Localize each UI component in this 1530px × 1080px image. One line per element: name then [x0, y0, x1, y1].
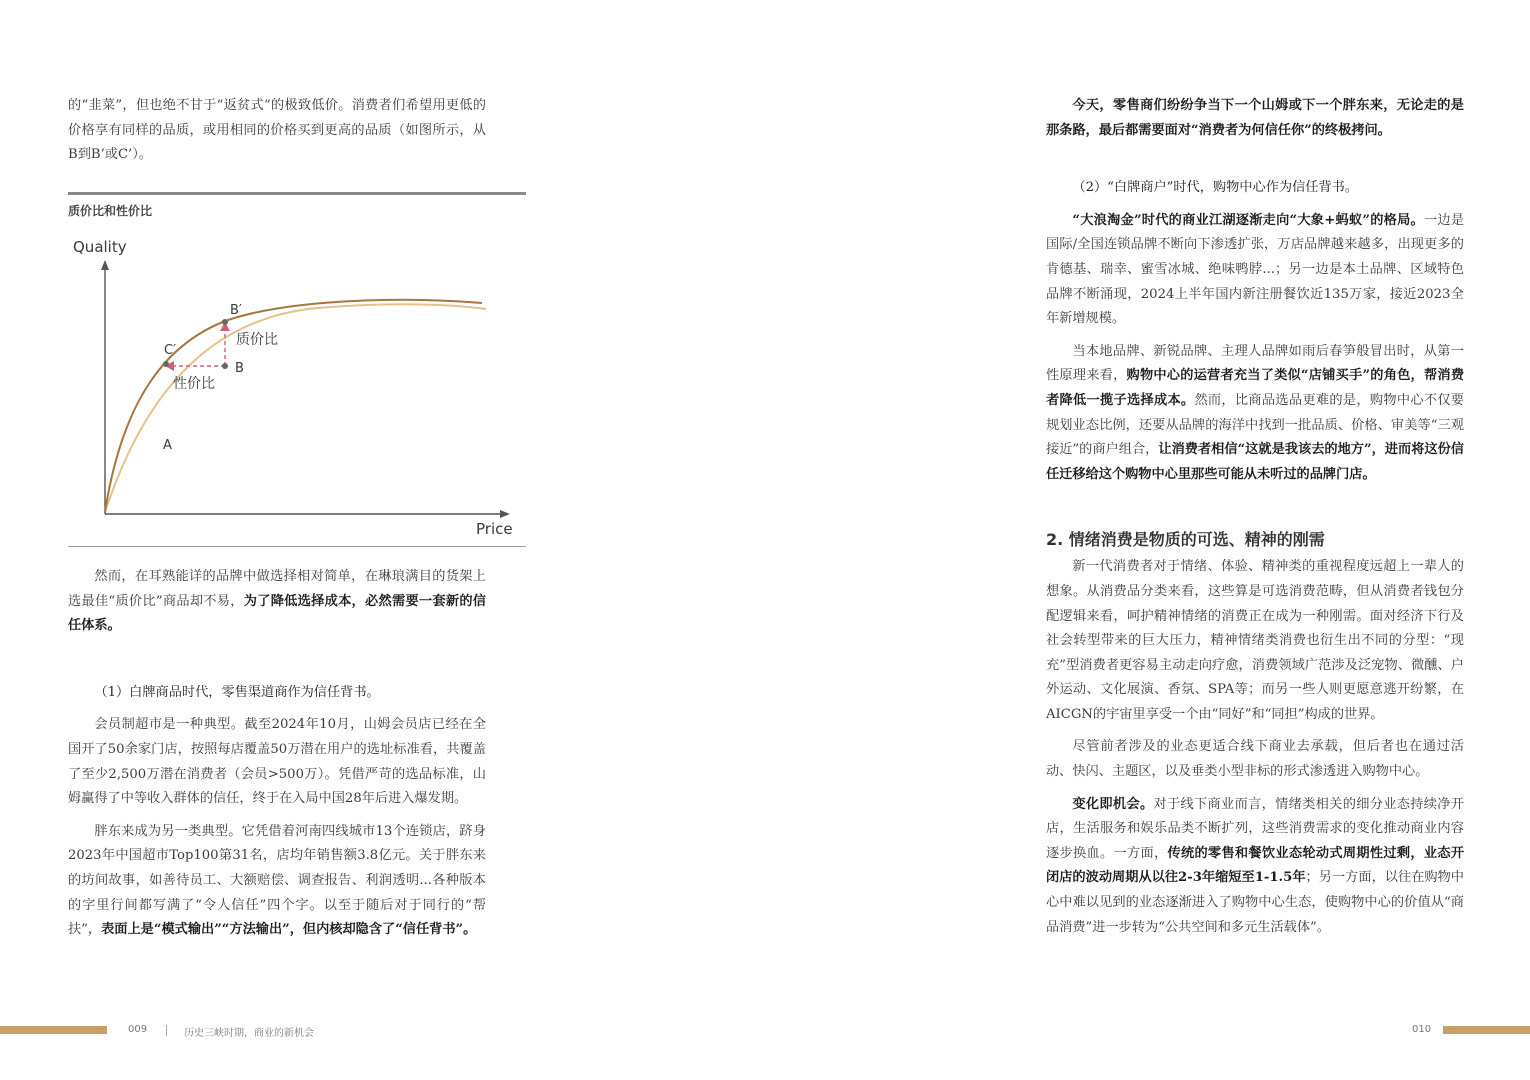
right-p3-bold-2: 让消费者相信“这就是我该去的地方”，进而将这份信任迁移给这个购物中心里那些可能从未听过的品牌门店。 — [1046, 442, 1464, 482]
lower-curve — [105, 304, 486, 512]
left-paragraph-3: 会员制超市是一种典型。截至2024年10月，山姆会员店已经在全国开了50余家门店，按照每店覆盖50万潜在用户的选址标准看，共覆盖了至少2,500万潜在消费者（会员>500万）。凭借严苛的选品标准，山姆赢得了中等收入群体的信任，终于在入局中国28年后进入爆发期。 — [68, 717, 486, 807]
figure-chart — [68, 192, 526, 548]
label-c-prime: C′ — [164, 343, 177, 358]
left-page-number: 009 — [128, 1024, 148, 1035]
figure-title: 质价比和性价比 — [68, 204, 153, 218]
section-title: 2. 情绪消费是物质的可选、精神的刚需 — [1046, 530, 1325, 550]
label-b-prime: B′ — [230, 303, 242, 318]
left-p2-text: 然而，在耳熟能详的品牌中做选择相对简单，在琳琅满目的货架上选最佳“质价比”商品却不易， — [68, 569, 486, 609]
right-page-number: 010 — [1412, 1024, 1432, 1035]
footer-separator — [166, 1025, 167, 1036]
right-paragraph-2 — [1046, 209, 1464, 332]
left-subheading-1: （1）白牌商品时代，零售渠道商作为信任背书。 — [94, 684, 380, 700]
left-paragraph-2 — [68, 565, 486, 639]
right-p3-text-b: 然而，比商品选品更难的是，购物中心不仅要规划业态比例，还要从品牌的海洋中找到一批品质、价格、审美等“三观接近”的商户组合， — [1046, 392, 1465, 458]
left-p2-bold: 为了降低选择成本，必然需要一套新的信任体系。 — [68, 593, 486, 634]
point-b — [222, 363, 228, 369]
right-paragraph-5: 尽管前者涉及的业态更适合线下商业去承载，但后者也在通过活动、快闪、主题区，以及垂类小型非标的形式渗透进入购物中心。 — [1046, 739, 1464, 780]
left-column-bottom — [68, 565, 486, 943]
right-p6-text-b: ；另一方面，以往在购物中心中难以见到的业态逐渐进入了购物中心生态，使购物中心的价值从“商品消费”进一步转为“公共空间和多元生活载体”。 — [1046, 870, 1464, 935]
annotation-value-price: 性价比 — [173, 376, 215, 392]
right-p1-bold: 今天，零售商们纷纷争当下一个山姆或下一个胖东来，无论走的是那条路，最后都需要面对“消费者为何信任你”的终极拷问。 — [1046, 98, 1464, 138]
annotation-quality-price: 质价比 — [236, 332, 278, 348]
right-p6-bold-1: 变化即机会。 — [1072, 796, 1154, 812]
right-paragraph-6 — [1046, 793, 1464, 941]
right-column — [1046, 94, 1464, 940]
point-b-prime — [222, 319, 228, 325]
left-p4-bold: 表面上是“模式输出”“方法输出”，但内核却隐含了“信任背书”。 — [101, 922, 477, 938]
right-p2-text: 一边是国际/全国连锁品牌不断向下渗透扩张，万店品牌越来越多，出现更多的肯德基、瑞幸、蜜雪冰城、绝味鸭脖...；另一边是本土品牌、区域特色品牌不断涌现，2024上半年国内新注册餐饮近135万家，接近2023全年新增规模。 — [1046, 212, 1465, 327]
left-column-top — [68, 94, 486, 168]
right-subheading-2: （2）“白牌商户”时代，购物中心作为信任背书。 — [1072, 180, 1359, 196]
figure-bottom-rule — [68, 546, 526, 547]
right-paragraph-3 — [1046, 340, 1464, 488]
right-p3-bold-1: 购物中心的运营者充当了类似“店铺买手”的角色，帮消费者降低一揽子选择成本。 — [1046, 368, 1465, 408]
right-p3-text-a: 当本地品牌、新锐品牌、主理人品牌如雨后春笋般冒出时，从第一性原理来看， — [1046, 343, 1464, 384]
left-paragraph-4 — [68, 820, 486, 943]
right-paragraph-4: 新一代消费者对于情绪、体验、精神类的重视程度远超上一辈人的想象。从消费品分类来看，这些算是可选消费范畴，但从消费者钱包分配逻辑来看，呵护精神情绪的消费正在成为一种刚需。面对经济下行及社会转型带来的巨大压力，精神情绪类消费也衍生出不同的分型：“现充”型消费者更容易主动走向疗愈，消费领域广范涉及泛宠物、微醺、户外运动、文化展演、香氛、SPA等；而另一些人则更愿意逃开纷繁，在AICGN的宇宙里享受一个由“同好”和“同担”构成的世界。 — [1046, 559, 1464, 722]
footer-accent-bar-right — [1443, 1026, 1530, 1034]
x-axis-arrow — [500, 510, 510, 518]
x-axis-label: Price — [476, 520, 513, 538]
left-p4-text: 胖东来成为另一类典型。它凭借着河南四线城市13个连锁店，跻身2023年中国超市Top100第31名，店均年销售额3.8亿元。关于胖东来的坊间故事，如善待员工、大额赔偿、调查报告、利润透明...各种版本的字里行间都写满了“令人信任”四个字。以至于随后对于同行的“帮扶”， — [68, 823, 486, 938]
quality-price-figure — [68, 192, 526, 548]
right-p6-text-a: 对于线下商业而言，情绪类相关的细分业态持续净开店，生活服务和娱乐品类不断扩列，这些消费需求的变化推动商业内容逐步换血。一方面， — [1046, 796, 1465, 861]
upper-curve — [105, 300, 482, 512]
right-p6-bold-2: 传统的零售和餐饮业态轮动式周期性过剩，业态开闭店的波动周期从以往2-3年缩短至1-1.5年 — [1046, 845, 1465, 886]
label-b: B — [235, 361, 244, 376]
right-p2-bold: “大浪淘金”时代的商业江湖逐渐走向“大象+蚂蚁”的格局。 — [1072, 212, 1424, 228]
y-axis-label: Quality — [73, 238, 127, 256]
footer-accent-bar-left — [0, 1026, 107, 1034]
left-paragraph-1: 的“韭菜”，但也绝不甘于“返贫式”的极致低价。消费者们希望用更低的价格享有同样的品质，或用相同的价格买到更高的品质（如图所示，从B到B’或C’）。 — [68, 98, 486, 163]
right-paragraph-1 — [1046, 94, 1464, 143]
label-a: A — [163, 438, 172, 453]
y-axis-arrow — [101, 260, 109, 270]
running-title: 历史三峡时期，商业的新机会 — [184, 1028, 314, 1039]
point-c-prime — [163, 361, 169, 367]
